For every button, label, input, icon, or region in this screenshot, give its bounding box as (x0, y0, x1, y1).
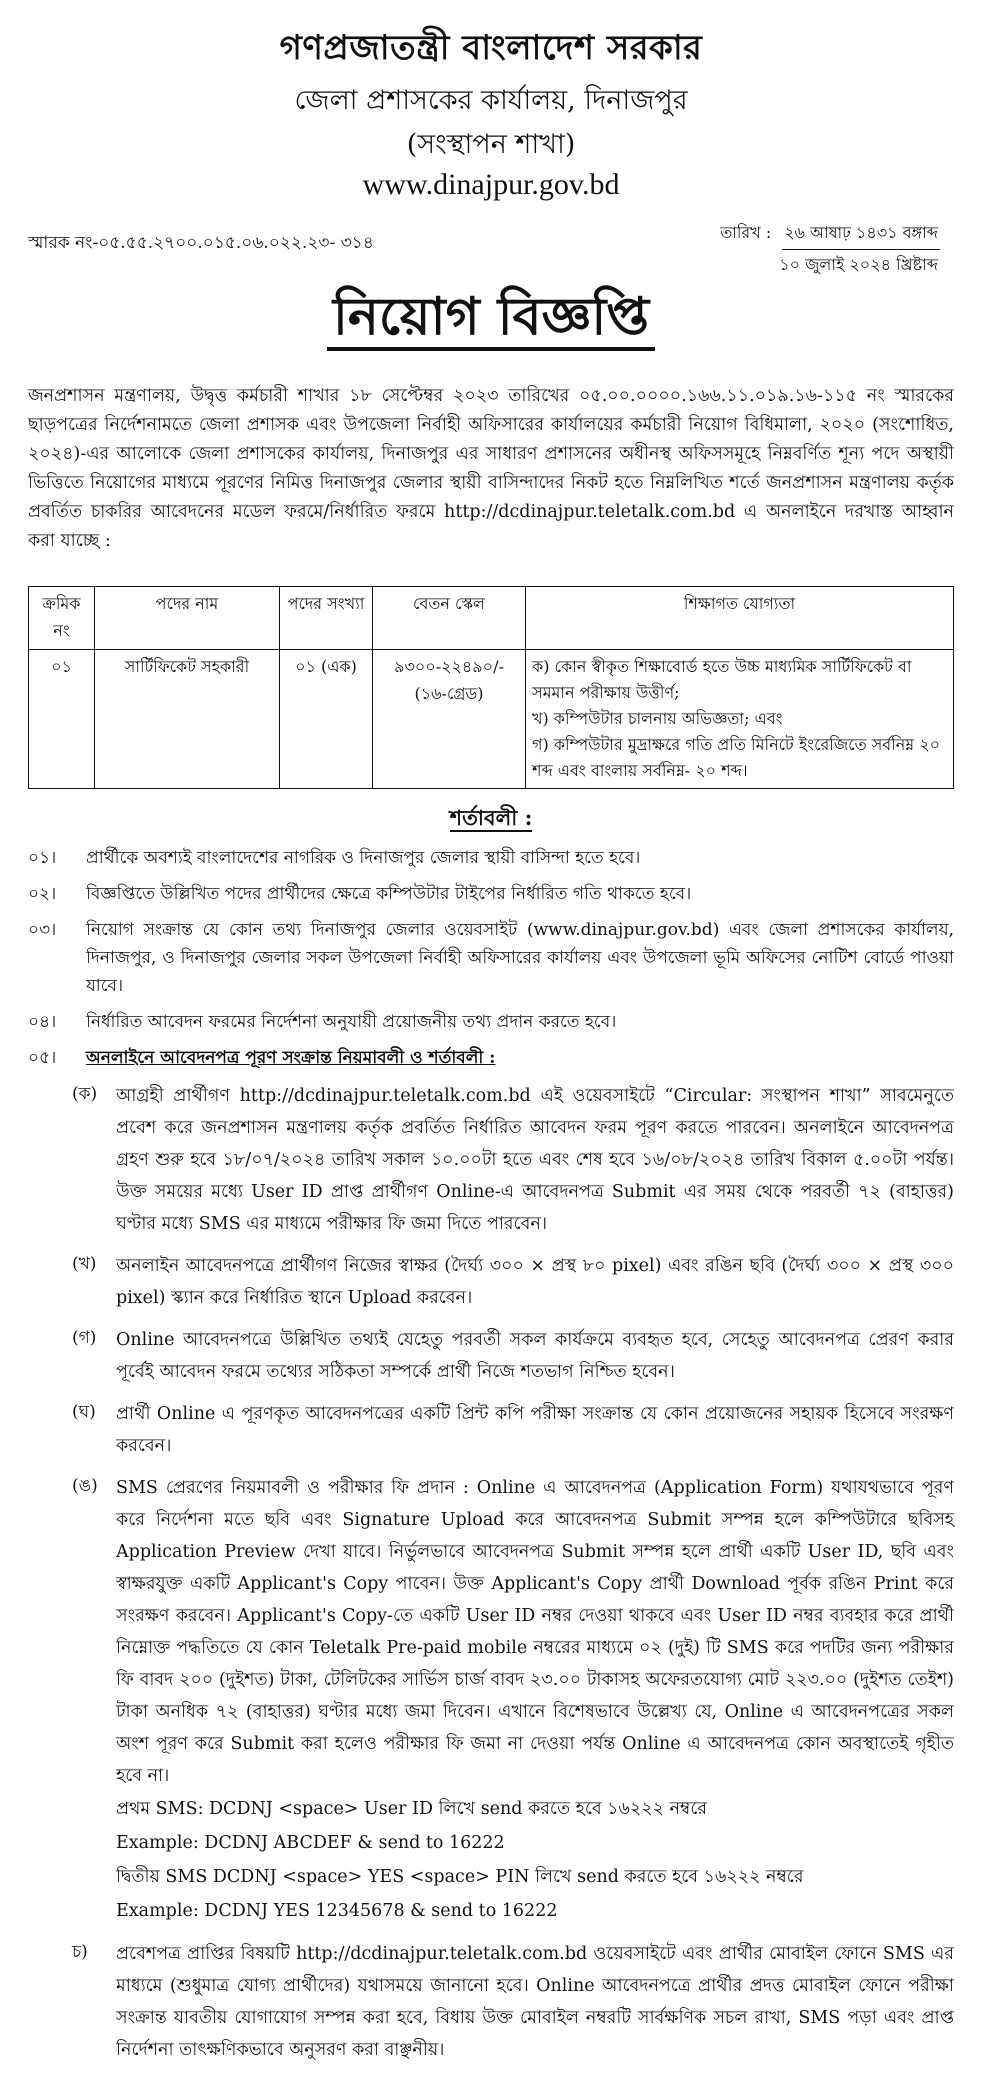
condition-number: ০২। (28, 884, 57, 904)
memo-number: স্মারক নং-০৫.৫৫.২৭০০.০১৫.০৬.০২২.২৩- ৩১৪ (28, 233, 374, 253)
table-row (29, 650, 954, 789)
website-link[interactable]: www.dinajpur.gov.bd (362, 168, 620, 201)
sms-second-instruction: দ্বিতীয় SMS DCDNJ <space> YES <space> PIN লিখে send করতে হবে ১৬২২২ নম্বরে (116, 1867, 804, 1887)
condition-item (28, 916, 954, 1000)
conditions-list (28, 844, 954, 2076)
online-rule-item (72, 1938, 954, 2066)
condition-text: বিজ্ঞপ্তিতে উল্লিখিত পদের প্রার্থীদের ক্ষেত্রে কম্পিউটার টাইপের নির্ধারিত গতি থাকতে হবে। (86, 884, 692, 904)
qualification-item: খ) কম্পিউটার চালনায় অভিজ্ঞতা; এবং (532, 709, 783, 728)
date-label: তারিখ : (720, 223, 772, 242)
rule-text: আগ্রহী প্রার্থীগণ http://dcdinajpur.teletalk.com.bd এই ওয়েবসাইটে “Circular: সংস্থাপন শাখা” সাবমেনুতে প্রবেশ করে জনপ্রশাসন মন্ত্রণালয় কর্তৃক প্রবর্তিত নির্ধারিত আবেদন ফরম পূরণ করতে পারবেন। অনলাইনে আবেদনপত্র গ্রহণ শুরু হবে ১৮/০৭/২০২৪ তারিখ সকাল ১০.০০টা হতে এবং শেষ হবে ১৬/০৮/২০২৪ তারিখ বিকাল ৫.০০টা পর্যন্ত। উক্ত সময়ের মধ্যে User ID প্রাপ্ত প্রার্থীগণ Online-এ আবেদনপত্র Submit এর সময় থেকে পরবর্তী ৭২ (বাহাত্তর) ঘণ্টার মধ্যে SMS এর মাধ্যমে পরীক্ষার ফি জমা দিতে পারবেন। (116, 1086, 954, 1234)
condition-item-online (28, 1044, 954, 1072)
posts-table (28, 586, 954, 789)
rule-text: অনলাইন আবেদনপত্রে প্রার্থীগণ নিজের স্বাক্ষর (দৈর্ঘ্য ৩০০ × প্রস্থ ৮০ pixel) এবং রঙিন ছবি (দৈর্ঘ্য ৩০০ × প্রস্থ ৩০০ pixel) স্ক্যান করে নির্ধারিত স্থানে Upload করবেন। (116, 1256, 954, 1308)
condition-number: ০৫। (28, 1048, 57, 1068)
condition-text: নির্ধারিত আবেদন ফরমের নির্দেশনা অনুযায়ী প্রয়োজনীয় তথ্য প্রদান করতে হবে। (86, 1012, 617, 1032)
government-title: গণপ্রজাতন্ত্রী বাংলাদেশ সরকার (279, 28, 703, 68)
cell-post: সার্টিফিকেট সহকারী (95, 650, 280, 789)
online-rule-item (72, 1250, 954, 1314)
header-scale: বেতন স্কেল (373, 587, 526, 650)
online-rule-item (72, 1398, 954, 1462)
condition-number: ০৪। (28, 1012, 57, 1032)
condition-item (28, 844, 954, 872)
online-rule-item (72, 1080, 954, 1240)
qualification-item: ক) কোন স্বীকৃত শিক্ষাবোর্ড হতে উচ্চ মাধ্যমিক সার্টিফিকেট বা সমমান পরীক্ষায় উত্তীর্ণ; (532, 657, 912, 702)
rule-text-block (116, 1472, 954, 1928)
qualification-item: গ) কম্পিউটার মুদ্রাক্ষরে গতি প্রতি মিনিটে ইংরেজিতে সর্বনিম্ন ২০ শব্দ এবং বাংলায় সর্বনিম্ন- ২০ শব্দ। (532, 735, 941, 780)
rule-text: SMS প্রেরণের নিয়মাবলী ও পরীক্ষার ফি প্রদান : Online এ আবেদনপত্র (Application Form) যথাযথভাবে পূরণ করে নির্দেশনা মতে ছবি এবং Signature Upload করে আবেদনপত্র Submit সম্পন্ন হলে কম্পিউটারে ছবিসহ Application Preview দেখা যাবে। নির্ভুলভাবে আবেদনপত্র Submit সম্পন্ন হলে প্রার্থী একটি User ID, ছবি এবং স্বাক্ষরযুক্ত একটি Applicant's Copy পাবেন। উক্ত Applicant's Copy প্রার্থী Download পূর্বক রঙিন Print করে সংরক্ষণ করবেন। Applicant's Copy-তে একটি User ID নম্বর দেওয়া থাকবে এবং User ID নম্বর ব্যবহার করে প্রার্থী নিম্নোক্ত পদ্ধতিতে যে কোন Teletalk Pre-paid mobile নম্বরের মাধ্যমে ০২ (দুই) টি SMS করে পদটির জন্য পরীক্ষার ফি বাবদ ২০০ (দুইশত) টাকা, টেলিটকের সার্ভিস চার্জ বাবদ ২৩.০০ টাকাসহ অফেরতযোগ্য মোট ২২৩.০০ (দুইশত তেইশ) টাকা অনধিক ৭২ (বাহাত্তর) ঘণ্টার মধ্যে জমা দিবেন। এখানে বিশেষভাবে উল্লেখ্য যে, Online এ আবেদনপত্রের সকল অংশ পূরণ করে Submit করা হলেও পরীক্ষার ফি জমা না দেওয়া পর্যন্ত Online এ আবেদনপত্র কোন অবস্থাতেই গৃহীত হবে না। (116, 1478, 954, 1786)
condition-item (28, 880, 954, 908)
conditions-title-text: শর্তাবলী : (449, 805, 533, 830)
cell-serial: ০১ (29, 650, 95, 789)
sms-first-instruction: প্রথম SMS: DCDNJ <space> User ID লিখে send করতে হবে ১৬২২২ নম্বরে (116, 1799, 708, 1819)
rule-number: (খ) (72, 1254, 97, 1274)
rule-text: প্রার্থী Online এ পূরণকৃত আবেদনপত্রের একটি প্রিন্ট কপি পরীক্ষা সংক্রান্ত যে কোন প্রয়োজনের সহায়ক হিসেবে সংরক্ষণ করবেন। (116, 1404, 954, 1456)
date-english: ১০ জুলাই ২০২৪ খ্রিষ্টাব্দ (779, 255, 938, 274)
online-rule-item (72, 1324, 954, 1388)
rule-number: (ঘ) (72, 1402, 96, 1422)
rule-number: চ) (72, 1942, 88, 1962)
date-bangla: ২৬ আষাঢ় ১৪৩১ বঙ্গাব্দ (782, 220, 940, 250)
condition-item (28, 1008, 954, 1036)
notice-title (0, 288, 982, 345)
header-post: পদের নাম (95, 587, 280, 650)
office-name: জেলা প্রশাসকের কার্যালয়, দিনাজপুর (294, 85, 688, 116)
header-serial: ক্রমিক নং (29, 587, 95, 650)
rule-text: প্রবেশপত্র প্রাপ্তির বিষয়টি http://dcdinajpur.teletalk.com.bd ওয়েবসাইটে এবং প্রার্থীর মোবাইল ফোনে SMS এর মাধ্যমে (শুধুমাত্র যোগ্য প্রার্থীদের) যথাসময়ে জানানো হবে। Online আবেদনপত্রে প্রার্থীর প্রদত্ত মোবাইল ফোনে পরীক্ষা সংক্রান্ত যাবতীয় যোগাযোগ সম্পন্ন করা হবে, বিধায় উক্ত মোবাইল নম্বরটি সার্বক্ষণিক সচল রাখা, SMS পড়া এবং প্রাপ্ত নির্দেশনা তাৎক্ষণিকভাবে অনুসরণ করা বাঞ্ছনীয়। (116, 1944, 954, 2060)
online-rules-heading: অনলাইনে আবেদনপত্র পূরণ সংক্রান্ত নিয়মাবলী ও শর্তাবলী : (86, 1048, 496, 1068)
rule-number: (ঙ) (72, 1476, 98, 1496)
rule-text: Online আবেদনপত্রে উল্লিখিত তথ্যই যেহেতু পরবর্তী সকল কার্যক্রমে ব্যবহৃত হবে, সেহেতু আবেদনপত্র প্রেরণ করার পূর্বেই আবেদন ফরমে তথ্যের সঠিকতা সম্পর্কে প্রার্থী নিজে শতভাগ নিশ্চিত হবেন। (116, 1330, 954, 1382)
date-block (720, 220, 940, 279)
online-rules-list (72, 1080, 954, 2066)
table-header-row (29, 587, 954, 650)
cell-scale: ৯৩০০-২২৪৯০/- (১৬-গ্রেড) (373, 650, 526, 789)
condition-text: নিয়োগ সংক্রান্ত যে কোন তথ্য দিনাজপুর জেলার ওয়েবসাইট (www.dinajpur.gov.bd) এবং জেলা প্রশাসকের কার্যালয়, দিনাজপুর, ও দিনাজপুর জেলার সকল উপজেলা নির্বাহী অফিসারের কার্যালয় এবং উপজেলা ভূমি অফিসের নোটিশ বোর্ডে পাওয়া যাবে। (86, 920, 954, 996)
sms-second-example: Example: DCDNJ YES 12345678 & send to 16222 (116, 1901, 558, 1921)
header-count: পদের সংখ্যা (280, 587, 373, 650)
notice-title-text: নিয়োগ বিজ্ঞপ্তি (327, 286, 655, 351)
header-qualification: শিক্ষাগত যোগ্যতা (526, 587, 954, 650)
conditions-title (0, 802, 982, 837)
condition-number: ০৩। (28, 920, 57, 940)
online-rule-item (72, 1472, 954, 1928)
rule-number: (গ) (72, 1328, 97, 1348)
rule-number: (ক) (72, 1084, 98, 1104)
intro-paragraph: জনপ্রশাসন মন্ত্রণালয়, উদ্বৃত্ত কর্মচারী শাখার ১৮ সেপ্টেম্বর ২০২৩ তারিখের ০৫.০০.০০০০.১৬৬.১১.০১৯.১৬-১১৫ নং স্মারকের ছাড়পত্রের নির্দেশনামতে জেলা প্রশাসক এবং উপজেলা নির্বাহী অফিসারের কার্যালয়ের কর্মচারী নিয়োগ বিধিমালা, ২০২০ (সংশোধিত, ২০২৪)-এর আলোকে জেলা প্রশাসকের কার্যালয়, দিনাজপুর এর সাধারণ প্রশাসনের অধীনস্থ অফিসসমূহে নিম্নবর্ণিত শূন্য পদে অস্থায়ী ভিত্তিতে নিয়োগের মাধ্যমে পূরণের নিমিত্ত দিনাজপুর জেলার স্থায়ী বাসিন্দাদের নিকট হতে নিম্নলিখিত শর্তে জনপ্রশাসন মন্ত্রণালয় কর্তৃক প্রবর্তিত চাকরির আবেদনের মডেল ফরমে/নির্ধারিত ফরমে http://dcdinajpur.teletalk.com.bd এ অনলাইনে দরখাস্ত আহ্বান করা যাচ্ছে : (28, 386, 954, 551)
condition-number: ০১। (28, 848, 57, 868)
cell-qualification (526, 650, 954, 789)
sms-first-example: Example: DCDNJ ABCDEF & send to 16222 (116, 1833, 505, 1853)
cell-count: ০১ (এক) (280, 650, 373, 789)
condition-text: প্রার্থীকে অবশ্যই বাংলাদেশের নাগরিক ও দিনাজপুর জেলার স্থায়ী বাসিন্দা হতে হবে। (86, 848, 641, 868)
branch-name: (সংস্থাপন শাখা) (406, 129, 576, 160)
